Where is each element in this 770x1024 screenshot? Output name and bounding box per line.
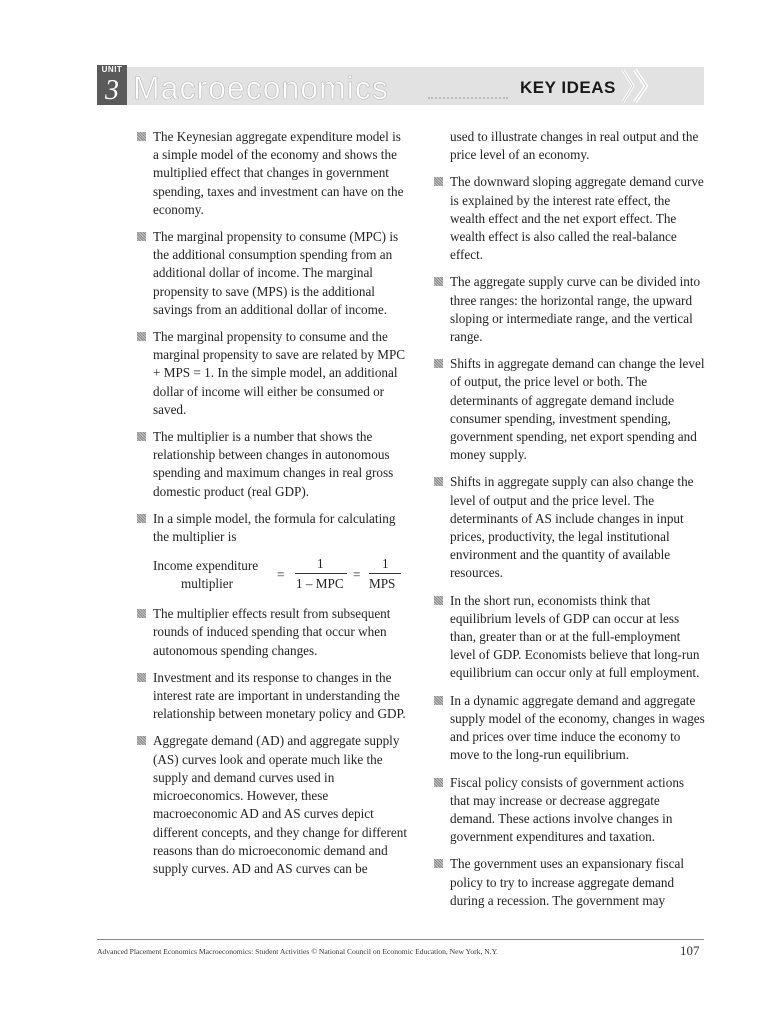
unit-title: Macroeconomics bbox=[133, 70, 389, 106]
dotted-divider bbox=[428, 97, 508, 101]
unit-label: UNIT bbox=[97, 65, 127, 75]
page-number: 107 bbox=[680, 943, 700, 958]
left-column bbox=[137, 128, 407, 887]
footer-citation: Advanced Placement Economics Macroeconomics: Student Activities © National Council on Economic Education, New York, N.Y. bbox=[97, 947, 499, 956]
key-idea-text: Investment and its response to changes in the interest rate are important in understanding the relationship between monetary policy and GDP. bbox=[153, 669, 406, 722]
key-idea-text: The marginal propensity to consume and the marginal propensity to save are related by MPC + MPS = 1. In the simple model, an additional dollar of income will either be consumed or saved. bbox=[153, 329, 406, 417]
key-idea bbox=[137, 228, 407, 319]
formula-label: Income expenditure bbox=[153, 558, 259, 574]
bullet-square-icon bbox=[137, 332, 146, 341]
key-idea-continuation bbox=[434, 128, 706, 164]
key-idea bbox=[137, 669, 407, 724]
key-idea bbox=[137, 428, 407, 501]
footer-rule bbox=[97, 939, 704, 940]
key-idea-text: The Keynesian aggregate expenditure model is a simple model of the economy and shows the multiplied effect that changes in government spending, taxes and investment can have on the economy. bbox=[153, 129, 404, 217]
key-idea bbox=[434, 692, 706, 765]
key-idea bbox=[434, 273, 706, 346]
bullet-square-icon bbox=[434, 596, 443, 605]
key-idea-text: used to illustrate changes in real output and the price level of an economy. bbox=[450, 129, 699, 163]
key-idea bbox=[137, 510, 407, 546]
key-idea bbox=[434, 592, 706, 683]
key-idea-text: The multiplier is a number that shows the relationship between changes in autonomous spending and maximum changes in real gross domestic product (real GDP). bbox=[153, 429, 394, 499]
key-idea bbox=[137, 732, 407, 878]
key-idea-text: The downward sloping aggregate demand curve is explained by the interest rate effect, the wealth effect and the net export effect. The wealth effect is also called the real-balance effect. bbox=[450, 174, 704, 263]
key-idea-text: The marginal propensity to consume (MPC) is the additional consumption spending from an additional dollar of income. The marginal propensity to save (MPS) is the additional savings from an additional dollar of income. bbox=[153, 229, 399, 317]
key-idea bbox=[434, 355, 706, 464]
key-idea-text: Fiscal policy consists of government actions that may increase or decrease aggregate demand. These actions involve changes in government expenditures and taxation. bbox=[450, 774, 685, 845]
formula-equals: = bbox=[277, 567, 285, 583]
chevron-right-icon bbox=[633, 69, 649, 103]
key-idea-text: In the short run, economists think that equilibrium levels of GDP can occur at less than, greater than or at the full-employment level of GDP. Economists believe that long-run equilibrium can occur only at full employment. bbox=[450, 592, 700, 681]
bullet-square-icon bbox=[434, 477, 443, 486]
formula-label: multiplier bbox=[181, 576, 234, 592]
formula-numerator: 1 bbox=[317, 556, 324, 572]
key-idea bbox=[137, 128, 407, 219]
formula-numerator: 1 bbox=[382, 556, 389, 572]
bullet-square-icon bbox=[137, 673, 146, 682]
key-idea-text: The government uses an expansionary fiscal policy to try to increase aggregate demand during a recession. The government may bbox=[450, 856, 685, 908]
bullet-square-icon bbox=[434, 177, 443, 186]
bullet-square-icon bbox=[434, 778, 443, 787]
bullet-square-icon bbox=[137, 736, 146, 745]
key-idea bbox=[434, 855, 706, 910]
bullet-square-icon bbox=[434, 277, 443, 286]
right-column bbox=[434, 128, 706, 919]
bullet-square-icon bbox=[137, 232, 146, 241]
bullet-square-icon bbox=[137, 132, 146, 141]
key-idea-text: The multiplier effects result from subsequent rounds of induced spending that occur when autonomous spending changes. bbox=[153, 606, 391, 658]
bullet-square-icon bbox=[434, 359, 443, 368]
key-idea-text: In a simple model, the formula for calculating the multiplier is bbox=[153, 510, 396, 545]
section-title: KEY IDEAS bbox=[520, 78, 616, 97]
bullet-square-icon bbox=[137, 432, 146, 441]
fraction-bar bbox=[295, 573, 347, 574]
bullet-square-icon bbox=[434, 859, 443, 868]
key-idea-text: Shifts in aggregate demand can change the level of output, the price level or both. The determinants of aggregate demand include consumer spending, investment spending, government spending, net export spending and money supply. bbox=[450, 356, 705, 463]
multiplier-formula bbox=[137, 555, 407, 595]
fraction-bar bbox=[369, 573, 401, 574]
key-idea-text: Aggregate demand (AD) and aggregate supply (AS) curves look and operate much like the supply and demand curves used in microeconomics. However, these macroeconomic AD and AS curves depict different concepts, and they change for different reasons than do microeconomic demand and supply curves. AD and AS curves can be bbox=[153, 733, 407, 876]
formula-denominator: MPS bbox=[369, 576, 396, 592]
bullet-square-icon bbox=[434, 696, 443, 705]
key-idea-text: The aggregate supply curve can be divided into three ranges: the horizontal range, the upward sloping or intermediate range, and the vertical range. bbox=[450, 274, 701, 345]
bullet-square-icon bbox=[137, 514, 146, 523]
formula-equals: = bbox=[353, 567, 361, 583]
key-idea bbox=[434, 473, 706, 582]
bullet-square-icon bbox=[137, 609, 146, 618]
key-idea bbox=[434, 774, 706, 847]
key-idea-text: Shifts in aggregate supply can also change the level of output and the price level. The determinants of AS include changes in input prices, productivity, the legal institutional environment and the quantity of available resources. bbox=[450, 474, 694, 581]
key-idea bbox=[137, 605, 407, 660]
key-idea-text: In a dynamic aggregate demand and aggregate supply model of the economy, changes in wages and prices over time induce the economy to move to the long-run equilibrium. bbox=[450, 692, 705, 763]
key-idea bbox=[434, 173, 706, 264]
formula-denominator: 1 – MPC bbox=[296, 576, 344, 592]
unit-number: 3 bbox=[97, 75, 127, 105]
key-idea bbox=[137, 328, 407, 419]
